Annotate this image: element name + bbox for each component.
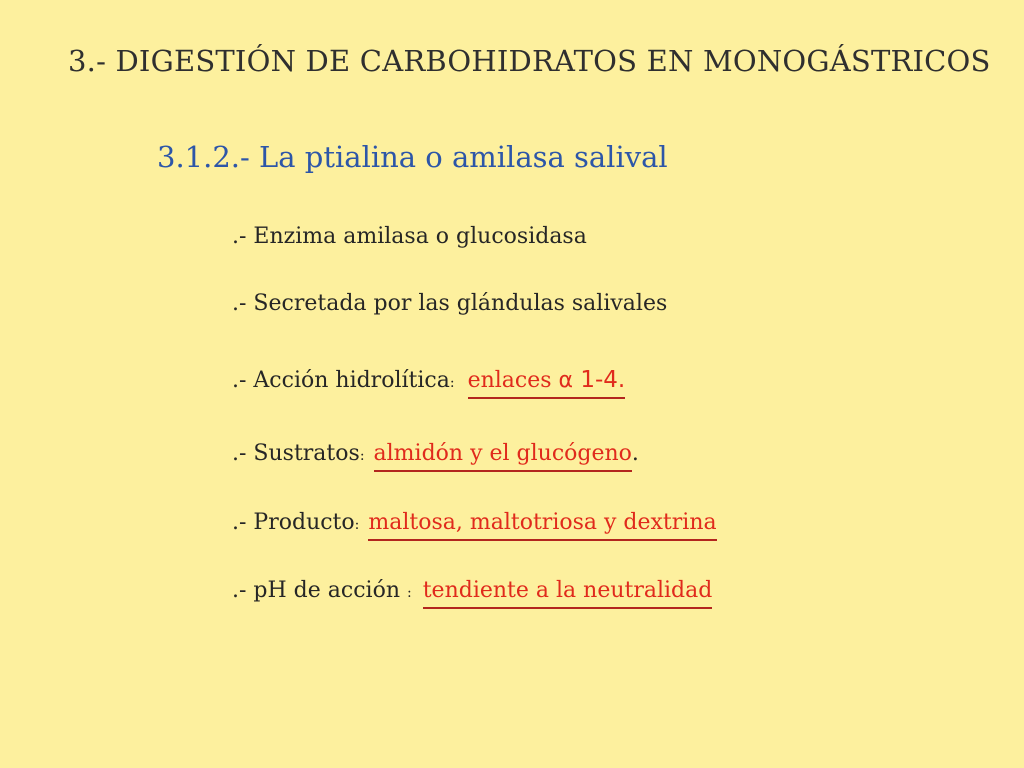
slide-title: 3.- DIGESTIÓN DE CARBOHIDRATOS EN MONOGÁSTRICOS	[68, 44, 991, 78]
bullet-hydrolytic-action-label: .- Acción hidrolítica	[232, 368, 450, 393]
bullet-hydrolytic-action-colon: :	[449, 375, 455, 391]
bullet-product	[232, 510, 717, 541]
bullet-secretion-label: .- Secretada por las glándulas salivales	[232, 291, 668, 316]
bullet-substrates-label: .- Sustratos	[232, 441, 360, 466]
bullet-substrates	[232, 441, 639, 472]
bullet-substrates-value: almidón y el glucógeno	[374, 442, 632, 472]
bond-text: enlaces	[467, 368, 559, 393]
bullet-ph-colon: :	[406, 585, 412, 601]
bullet-secretion	[232, 291, 667, 316]
bullet-hydrolytic-action-value	[468, 368, 626, 399]
bond-number: 1-4.	[573, 367, 626, 393]
bullet-ph	[232, 578, 712, 609]
bullet-product-value: maltosa, maltotriosa y dextrina	[368, 511, 716, 541]
bullet-enzyme	[232, 224, 587, 249]
bullet-hydrolytic-action	[232, 368, 625, 399]
bullet-substrates-period: .	[631, 441, 639, 466]
alpha-symbol: α	[558, 368, 574, 393]
bullet-enzyme-label: .- Enzima amilasa o glucosidasa	[232, 224, 587, 249]
bullet-substrates-colon: :	[359, 448, 365, 464]
bullet-ph-label: .- pH de acción	[232, 578, 407, 603]
bullet-ph-value: tendiente a la neutralidad	[423, 579, 713, 609]
bullet-product-label: .- Producto	[232, 510, 355, 535]
slide-subtitle: 3.1.2.- La ptialina o amilasa salival	[157, 140, 668, 174]
bullet-product-colon: :	[354, 517, 360, 533]
